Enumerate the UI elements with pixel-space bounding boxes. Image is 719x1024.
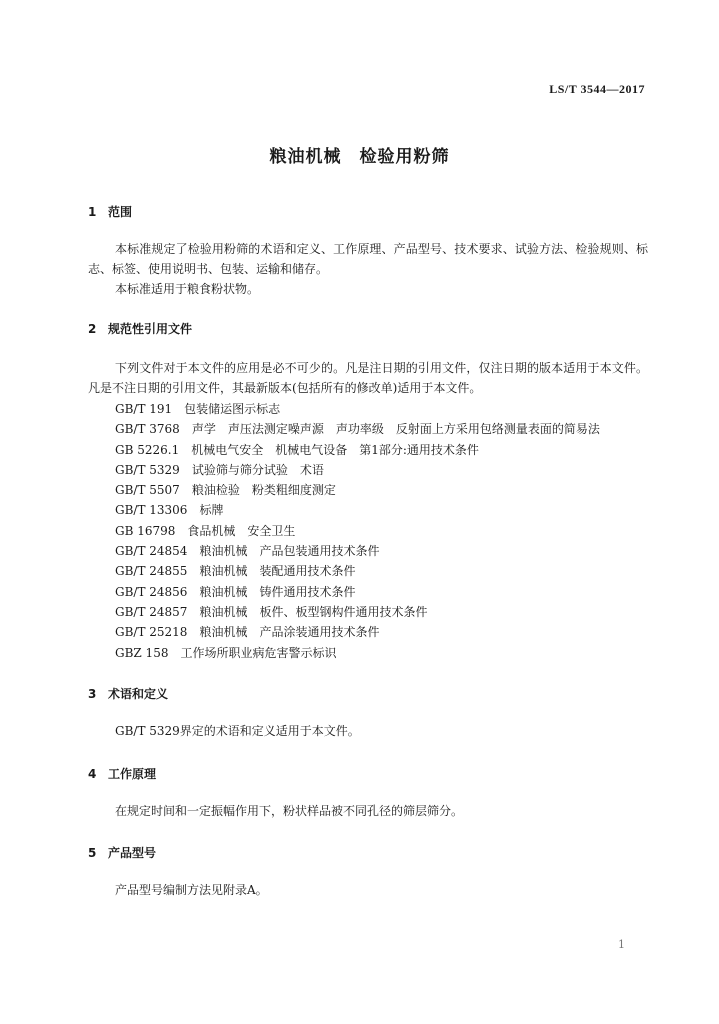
reference-code: GBZ 158	[115, 645, 169, 660]
reference-code: GB/T 5507	[115, 483, 180, 498]
reference-code: GB/T 24856	[115, 584, 188, 599]
reference-item	[115, 602, 600, 622]
reference-code: GB/T 191	[115, 402, 173, 416]
section-1-paragraph-2: 本标准适用于粮食粉状物。	[115, 282, 260, 296]
reference-title: 工作场所职业病危害警示标识	[180, 645, 337, 660]
reference-code: GB/T 3768	[115, 422, 180, 437]
section-4-heading	[88, 765, 156, 782]
reference-code: GB 5226.1	[115, 442, 180, 457]
reference-item	[115, 541, 600, 561]
page-number: 1	[618, 938, 625, 951]
reference-item	[115, 561, 600, 581]
reference-item	[115, 460, 600, 480]
section-5-heading	[88, 844, 156, 861]
reference-title: 粮油机械 铸件通用技术条件	[199, 584, 356, 599]
standard-code: LS/T 3544—2017	[549, 82, 645, 96]
reference-code: GB/T 24854	[115, 544, 188, 559]
reference-title: 粮油检验 粉类粗细度测定	[191, 483, 336, 498]
reference-item	[115, 582, 600, 602]
section-number: 3	[88, 687, 97, 701]
reference-title: 粮油机械 装配通用技术条件	[199, 564, 356, 579]
section-1-heading	[88, 203, 132, 220]
reference-title: 粮油机械 板件、板型钢构件通用技术条件	[199, 604, 428, 619]
reference-item	[115, 521, 600, 541]
section-title: 产品型号	[108, 846, 157, 860]
section-number: 2	[88, 322, 97, 336]
reference-title: 粮油机械 产品包装通用技术条件	[199, 544, 380, 559]
reference-item	[115, 643, 600, 663]
reference-title: 包装储运图示标志	[184, 402, 281, 416]
section-3-paragraph-1: GB/T 5329界定的术语和定义适用于本文件。	[115, 724, 360, 738]
section-title: 范围	[108, 205, 133, 219]
reference-code: GB/T 24855	[115, 564, 188, 579]
reference-title: 标牌	[199, 503, 224, 518]
reference-item	[115, 419, 600, 439]
reference-title: 声学 声压法测定噪声源 声功率级 反射面上方采用包络测量表面的简易法	[191, 422, 600, 437]
reference-code: GB/T 25218	[115, 625, 188, 640]
section-5-paragraph-1: 产品型号编制方法见附录A。	[115, 883, 268, 897]
reference-title: 粮油机械 产品涂装通用技术条件	[199, 625, 380, 640]
document-title: 粮油机械 检验用粉筛	[269, 147, 450, 167]
section-number: 4	[88, 767, 97, 781]
reference-title: 试验筛与筛分试验 术语	[191, 462, 324, 477]
normative-reference-list	[115, 399, 600, 663]
section-title: 术语和定义	[108, 687, 169, 701]
reference-title: 机械电气安全 机械电气设备 第1部分:通用技术条件	[191, 442, 479, 457]
reference-code: GB/T 24857	[115, 604, 188, 619]
section-2-paragraph-1: 下列文件对于本文件的应用是必不可少的。凡是注日期的引用文件，仅注日期的版本适用于本文件。凡是不注日期的引用文件，其最新版本(包括所有的修改单)适用于本文件。	[88, 361, 648, 395]
section-1-paragraph-1: 本标准规定了检验用粉筛的术语和定义、工作原理、产品型号、技术要求、试验方法、检验规则、标志、标签、使用说明书、包装、运输和储存。	[88, 242, 648, 276]
reference-item	[115, 500, 600, 520]
section-title: 工作原理	[108, 767, 157, 781]
reference-item	[115, 480, 600, 500]
section-number: 5	[88, 846, 97, 860]
section-number: 1	[88, 205, 97, 219]
section-2-heading	[88, 320, 192, 337]
section-4-paragraph-1: 在规定时间和一定振幅作用下，粉状样品被不同孔径的筛层筛分。	[115, 804, 464, 818]
reference-item	[115, 440, 600, 460]
section-title: 规范性引用文件	[108, 322, 193, 336]
reference-title: 食品机械 安全卫生	[187, 523, 296, 538]
reference-item	[115, 399, 600, 419]
reference-code: GB 16798	[115, 523, 176, 538]
reference-code: GB/T 5329	[115, 462, 180, 477]
reference-code: GB/T 13306	[115, 503, 188, 518]
reference-item	[115, 622, 600, 642]
section-3-heading	[88, 685, 168, 702]
